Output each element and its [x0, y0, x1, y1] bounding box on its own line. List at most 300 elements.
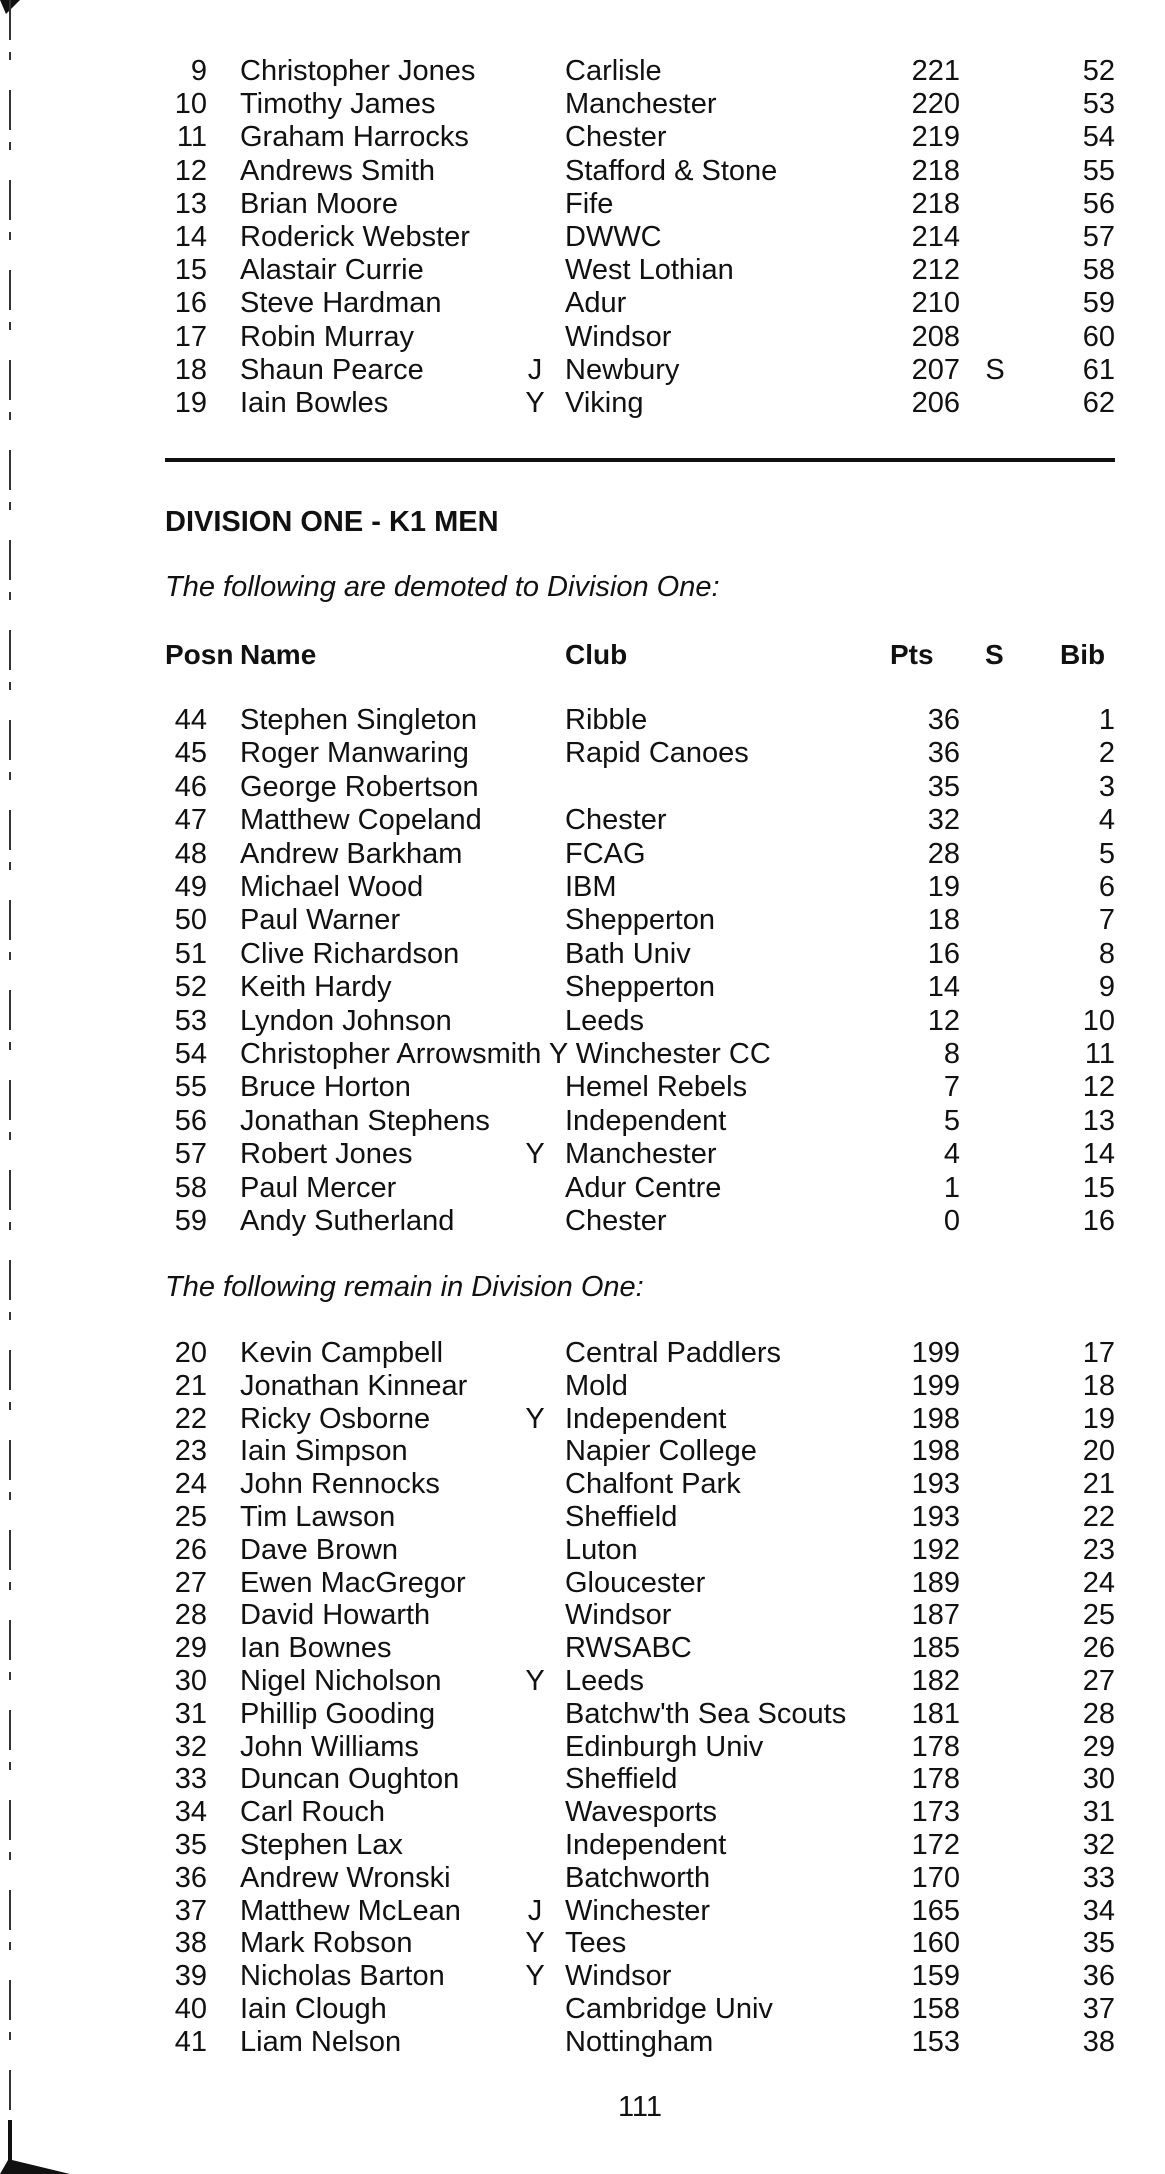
bib-cell: 26 — [1082, 1632, 1115, 1665]
club-cell: West Lothian — [565, 254, 734, 287]
bib-cell: 31 — [1082, 1796, 1115, 1829]
bib-cell: 55 — [1082, 154, 1115, 187]
club-cell: Hemel Rebels — [565, 1071, 748, 1104]
club-cell: Sheffield — [565, 1501, 678, 1533]
name-cell: Clive Richardson — [240, 937, 460, 970]
club-cell: Mold — [565, 1369, 628, 1402]
club-cell: Gloucester — [565, 1566, 706, 1599]
name-cell: Iain Simpson — [240, 1435, 408, 1468]
name-cell: John Williams — [240, 1730, 419, 1763]
name-cell: Stephen Singleton — [240, 704, 478, 736]
table-row — [165, 1402, 1115, 1436]
club-cell: Adur Centre — [565, 1171, 722, 1204]
bib-cell: 62 — [1082, 387, 1115, 419]
name-cell: Ewen MacGregor — [240, 1566, 466, 1599]
flag-cell: Y — [525, 1402, 545, 1435]
posn-cell: 57 — [174, 1138, 207, 1171]
bib-cell: 58 — [1082, 254, 1115, 287]
bib-cell: 7 — [1098, 904, 1115, 937]
column-header — [165, 638, 1115, 672]
posn-cell: 29 — [174, 1632, 207, 1665]
name-cell: Bruce Horton — [240, 1071, 411, 1104]
bib-cell: 9 — [1098, 971, 1115, 1004]
pts-cell: 220 — [911, 88, 960, 121]
table-row — [165, 1598, 1115, 1632]
posn-cell: 24 — [174, 1468, 207, 1501]
name-cell: Roger Manwaring — [240, 737, 469, 770]
table-row — [165, 1730, 1115, 1764]
club-cell: Winchester — [565, 1894, 711, 1927]
bib-cell: 8 — [1098, 937, 1115, 970]
bib-cell: 52 — [1082, 55, 1115, 87]
table-row — [165, 1104, 1115, 1138]
club-cell: Bath Univ — [565, 937, 691, 970]
pts-cell: 198 — [911, 1435, 960, 1468]
bib-cell: 16 — [1082, 1205, 1115, 1237]
table-row — [165, 1171, 1115, 1205]
table-row — [165, 1894, 1115, 1928]
bib-cell: 25 — [1082, 1599, 1115, 1632]
table-row — [165, 1566, 1115, 1600]
posn-cell: 21 — [174, 1369, 207, 1402]
club-cell: Windsor — [565, 1960, 672, 1993]
table-row — [165, 1137, 1115, 1171]
bib-cell: 57 — [1082, 221, 1115, 253]
bib-cell: 21 — [1082, 1468, 1115, 1501]
pts-cell: 32 — [927, 804, 960, 837]
pts-cell: 7 — [943, 1071, 960, 1104]
table-row — [165, 703, 1115, 737]
posn-cell: 19 — [174, 387, 207, 419]
posn-cell: 56 — [174, 1104, 207, 1137]
bib-cell: 2 — [1098, 737, 1115, 770]
bib-cell: 23 — [1082, 1533, 1115, 1566]
name-cell: Carl Rouch — [240, 1796, 386, 1829]
header-bib: Bib — [1060, 639, 1106, 670]
bib-cell: 59 — [1082, 287, 1115, 320]
bib-cell: 34 — [1082, 1894, 1115, 1927]
bib-cell: 22 — [1082, 1501, 1115, 1533]
posn-cell: 20 — [174, 1337, 207, 1369]
club-cell: Luton — [565, 1533, 638, 1566]
pts-cell: 172 — [911, 1829, 960, 1861]
posn-cell: 11 — [176, 121, 207, 154]
table-row — [165, 837, 1115, 871]
bib-cell: 6 — [1098, 871, 1115, 903]
posn-cell: 40 — [174, 1993, 207, 2025]
name-cell: Iain Clough — [240, 1993, 387, 2025]
name-cell: Andrew Wronski — [240, 1861, 451, 1894]
name-cell: Keith Hardy — [240, 971, 392, 1004]
bib-cell: 5 — [1098, 837, 1115, 870]
table-row — [165, 1467, 1115, 1501]
club-cell: Wavesports — [565, 1796, 718, 1829]
club-cell: Manchester — [565, 1138, 717, 1171]
posn-cell: 23 — [174, 1435, 207, 1468]
pts-cell: 165 — [911, 1894, 960, 1927]
table-row — [165, 870, 1115, 904]
name-cell: Brian Moore — [240, 187, 398, 220]
name-cell: Nicholas Barton — [240, 1960, 445, 1993]
name-cell: Matthew McLean — [240, 1894, 461, 1927]
club-cell: Viking — [565, 387, 644, 419]
bib-cell: 14 — [1082, 1138, 1115, 1171]
binding-spine-line — [8, 0, 12, 2174]
table-row — [165, 1762, 1115, 1796]
table-row — [165, 970, 1115, 1004]
bib-cell: 60 — [1082, 320, 1115, 353]
posn-cell: 10 — [174, 88, 207, 121]
table-row — [165, 320, 1115, 354]
pts-cell: 221 — [911, 55, 960, 87]
bib-cell: 20 — [1082, 1435, 1115, 1468]
bib-cell: 61 — [1082, 353, 1115, 386]
club-cell: Napier College — [565, 1435, 757, 1468]
table-row — [165, 220, 1115, 254]
name-cell: Duncan Oughton — [240, 1763, 460, 1796]
name-cell: Timothy James — [240, 88, 436, 121]
table-row — [165, 2025, 1115, 2059]
pts-cell: 36 — [927, 704, 960, 736]
club-cell: Stafford & Stone — [565, 154, 778, 187]
table-row — [165, 1926, 1115, 1960]
table-row — [165, 1070, 1115, 1104]
club-cell: Chester — [565, 1205, 667, 1237]
club-cell: DWWC — [565, 221, 662, 253]
posn-cell: 55 — [174, 1071, 207, 1104]
flag-cell: Y — [525, 1960, 545, 1993]
posn-cell: 22 — [174, 1402, 207, 1435]
club-cell: Rapid Canoes — [565, 737, 749, 770]
posn-cell: 30 — [174, 1665, 207, 1697]
s-cell: S — [985, 353, 1005, 386]
posn-cell: 47 — [174, 804, 207, 837]
name-cell: Lyndon Johnson — [240, 1004, 452, 1037]
name-cell: Liam Nelson — [240, 2025, 402, 2058]
name-cell: Phillip Gooding — [240, 1697, 436, 1730]
pts-cell: 208 — [911, 320, 960, 353]
table-row — [165, 1697, 1115, 1731]
name-cell: Andy Sutherland — [240, 1205, 455, 1237]
name-cell: Ricky Osborne — [240, 1402, 431, 1435]
bib-cell: 54 — [1082, 121, 1115, 154]
pts-cell: 153 — [911, 2025, 960, 2058]
pts-cell: 206 — [911, 387, 960, 419]
name-cell: David Howarth — [240, 1599, 431, 1632]
pts-cell: 14 — [927, 971, 960, 1004]
club-cell: Windsor — [565, 1599, 672, 1632]
club-cell: Independent — [565, 1402, 727, 1435]
posn-cell: 54 — [174, 1038, 207, 1070]
table-row — [165, 1004, 1115, 1038]
posn-cell: 26 — [174, 1533, 207, 1566]
club-cell: Windsor — [565, 320, 672, 353]
club-cell: Fife — [565, 187, 614, 220]
binding-bottom-mark — [0, 2120, 70, 2174]
table-row — [165, 803, 1115, 837]
name-cell: Alastair Currie — [240, 254, 424, 287]
pts-cell: 18 — [927, 904, 960, 937]
name-cell: Tim Lawson — [240, 1501, 396, 1533]
club-cell: Independent — [565, 1104, 727, 1137]
club-cell: Leeds — [565, 1004, 645, 1037]
bib-cell: 4 — [1098, 804, 1115, 837]
name-cell: Jonathan Stephens — [240, 1104, 490, 1137]
posn-cell: 44 — [174, 704, 207, 736]
pts-cell: 199 — [911, 1337, 960, 1369]
pts-cell: 28 — [927, 837, 960, 870]
posn-cell: 51 — [174, 937, 207, 970]
name-cell: Shaun Pearce — [240, 353, 424, 386]
table-row — [165, 154, 1115, 188]
bib-cell: 38 — [1082, 2025, 1115, 2058]
pts-cell: 12 — [927, 1004, 960, 1037]
club-cell: Manchester — [565, 88, 717, 121]
name-cell: Paul Mercer — [240, 1171, 397, 1204]
table-row — [165, 286, 1115, 320]
bib-cell: 28 — [1082, 1697, 1115, 1730]
pts-cell: 8 — [943, 1038, 960, 1070]
table-row — [165, 1037, 1115, 1071]
table-row — [165, 1434, 1115, 1468]
posn-cell: 16 — [174, 287, 207, 320]
table-row — [165, 1336, 1115, 1370]
bib-cell: 13 — [1082, 1104, 1115, 1137]
name-cell: Steve Hardman — [240, 287, 442, 320]
posn-cell: 37 — [174, 1894, 207, 1927]
club-cell: Carlisle — [565, 55, 662, 87]
table-row — [165, 1861, 1115, 1895]
pts-cell: 35 — [927, 770, 960, 803]
posn-cell: 48 — [174, 837, 207, 870]
table-row — [165, 187, 1115, 221]
name-cell: Michael Wood — [240, 871, 424, 903]
club-cell: Chester — [565, 804, 667, 837]
name-cell: John Rennocks — [240, 1468, 440, 1501]
bib-cell: 24 — [1082, 1566, 1115, 1599]
club-cell: FCAG — [565, 837, 646, 870]
table-row — [165, 903, 1115, 937]
club-cell: Chester — [565, 121, 667, 154]
posn-cell: 52 — [174, 971, 207, 1004]
club-cell: Sheffield — [565, 1763, 678, 1796]
posn-cell: 59 — [174, 1205, 207, 1237]
bib-cell: 12 — [1082, 1071, 1115, 1104]
name-cell: Iain Bowles — [240, 387, 389, 419]
pts-cell: 16 — [927, 937, 960, 970]
table-row — [165, 937, 1115, 971]
table-row — [165, 1992, 1115, 2026]
table-row — [165, 1631, 1115, 1665]
bib-cell: 30 — [1082, 1763, 1115, 1796]
page-number: 111 — [617, 2091, 663, 2123]
pts-cell: 159 — [911, 1960, 960, 1993]
name-cell: Robin Murray — [240, 320, 415, 353]
table-row — [165, 1204, 1115, 1238]
name-cell: Robert Jones — [240, 1138, 413, 1171]
name-cell: Kevin Campbell — [240, 1337, 444, 1369]
bib-cell: 56 — [1082, 187, 1115, 220]
posn-cell: 12 — [174, 154, 207, 187]
demoted-note: The following are demoted to Division One: — [165, 571, 720, 603]
table-row — [165, 1959, 1115, 1993]
table-row — [165, 353, 1115, 387]
club-cell: Independent — [565, 1829, 727, 1861]
table-row — [165, 1500, 1115, 1534]
posn-cell: 45 — [174, 737, 207, 770]
table-row — [165, 1795, 1115, 1829]
name-cell: Jonathan Kinnear — [240, 1369, 468, 1402]
club-cell: Chalfont Park — [565, 1468, 741, 1501]
pts-cell: 198 — [911, 1402, 960, 1435]
pts-cell: 219 — [911, 121, 960, 154]
club-cell: Nottingham — [565, 2025, 714, 2058]
posn-cell: 32 — [174, 1730, 207, 1763]
posn-cell: 36 — [174, 1861, 207, 1894]
name-cell: Paul Warner — [240, 904, 401, 937]
pts-cell: 181 — [911, 1697, 960, 1730]
name-cell: Roderick Webster — [240, 221, 470, 253]
posn-cell: 41 — [174, 2025, 207, 2058]
table-row — [165, 386, 1115, 420]
posn-cell: 39 — [174, 1960, 207, 1993]
pts-cell: 218 — [911, 187, 960, 220]
bib-cell: 3 — [1098, 770, 1115, 803]
name-cell: Dave Brown — [240, 1533, 398, 1566]
posn-cell: 28 — [174, 1599, 207, 1632]
pts-cell: 5 — [943, 1104, 960, 1137]
pts-cell: 178 — [911, 1730, 960, 1763]
name-cell: Stephen Lax — [240, 1829, 403, 1861]
table-row — [165, 54, 1115, 88]
bib-cell: 29 — [1082, 1730, 1115, 1763]
name-cell: Andrews Smith — [240, 154, 436, 187]
club-cell: Leeds — [565, 1665, 645, 1697]
pts-cell: 158 — [911, 1993, 960, 2025]
table-row — [165, 736, 1115, 770]
pts-cell: 193 — [911, 1501, 960, 1533]
club-cell: Ribble — [565, 704, 648, 736]
pts-cell: 4 — [943, 1138, 960, 1171]
pts-cell: 1 — [943, 1171, 960, 1204]
posn-cell: 14 — [174, 221, 207, 253]
posn-cell: 34 — [174, 1796, 207, 1829]
name-cell: Ian Bownes — [240, 1632, 392, 1665]
posn-cell: 25 — [174, 1501, 207, 1533]
header-s: S — [985, 639, 1004, 670]
posn-cell: 27 — [174, 1566, 207, 1599]
posn-cell: 18 — [174, 353, 207, 386]
bib-cell: 10 — [1082, 1004, 1115, 1037]
bib-cell: 32 — [1082, 1829, 1115, 1861]
pts-cell: 0 — [943, 1205, 960, 1237]
posn-cell: 9 — [190, 55, 207, 87]
club-cell: IBM — [565, 871, 617, 903]
posn-cell: 31 — [174, 1697, 207, 1730]
pts-cell: 19 — [927, 871, 960, 903]
header-pts: Pts — [890, 639, 934, 670]
bib-cell: 27 — [1082, 1665, 1115, 1697]
posn-cell: 50 — [174, 904, 207, 937]
name-cell: Andrew Barkham — [240, 837, 463, 870]
pts-cell: 160 — [911, 1927, 960, 1960]
pts-cell: 192 — [911, 1533, 960, 1566]
name-cell: Christopher Jones — [240, 55, 476, 87]
posn-cell: 46 — [174, 770, 207, 803]
pts-cell: 210 — [911, 287, 960, 320]
club-cell: Newbury — [565, 353, 680, 386]
posn-cell: 33 — [174, 1763, 207, 1796]
club-cell: Edinburgh Univ — [565, 1730, 764, 1763]
table-row — [165, 1828, 1115, 1862]
bib-cell: 33 — [1082, 1861, 1115, 1894]
posn-cell: 35 — [174, 1829, 207, 1861]
pts-cell: 207 — [911, 353, 960, 386]
posn-cell: 17 — [174, 320, 207, 353]
header-name: Name — [240, 639, 317, 670]
pts-cell: 193 — [911, 1468, 960, 1501]
flag-cell: Y — [525, 1927, 545, 1960]
posn-cell: 15 — [174, 254, 207, 287]
pts-cell: 218 — [911, 154, 960, 187]
name-cell: Graham Harrocks — [240, 121, 469, 154]
remain-note: The following remain in Division One: — [165, 1271, 644, 1303]
club-cell: Shepperton — [565, 971, 715, 1004]
flag-cell: J — [527, 1894, 543, 1927]
flag-cell: Y — [525, 1138, 545, 1171]
posn-cell: 38 — [174, 1927, 207, 1960]
pts-cell: 189 — [911, 1566, 960, 1599]
posn-cell: 13 — [174, 187, 207, 220]
club-cell: Tees — [565, 1927, 627, 1960]
posn-cell: 58 — [174, 1171, 207, 1204]
club-cell: Central Paddlers — [565, 1337, 781, 1369]
flag-cell: Y — [525, 1665, 545, 1697]
name-cell: Nigel Nicholson — [240, 1665, 442, 1697]
bib-cell: 19 — [1082, 1402, 1115, 1435]
table-row — [165, 1369, 1115, 1403]
flag-cell: J — [527, 353, 543, 386]
pts-cell: 173 — [911, 1796, 960, 1829]
pts-cell: 170 — [911, 1861, 960, 1894]
bib-cell: 18 — [1082, 1369, 1115, 1402]
division-heading: DIVISION ONE - K1 MEN — [165, 506, 499, 538]
bib-cell: 11 — [1084, 1038, 1115, 1070]
pts-cell: 214 — [911, 221, 960, 253]
club-cell: Cambridge Univ — [565, 1993, 773, 2025]
table-row — [165, 87, 1115, 121]
table-row — [165, 770, 1115, 804]
club-cell: Shepperton — [565, 904, 715, 937]
pts-cell: 199 — [911, 1369, 960, 1402]
pts-cell: 187 — [911, 1599, 960, 1632]
bib-cell: 35 — [1082, 1927, 1115, 1960]
posn-cell: 53 — [174, 1004, 207, 1037]
club-cell: RWSABC — [565, 1632, 692, 1665]
pts-cell: 178 — [911, 1763, 960, 1796]
pts-cell: 185 — [911, 1632, 960, 1665]
name-cell: George Robertson — [240, 770, 479, 803]
flag-cell: Y — [525, 387, 545, 419]
bib-cell: 1 — [1098, 704, 1115, 736]
pts-cell: 36 — [927, 737, 960, 770]
club-cell: Batchw'th Sea Scouts — [565, 1697, 847, 1730]
header-club: Club — [565, 639, 628, 670]
name-cell: Mark Robson — [240, 1927, 413, 1960]
bib-cell: 36 — [1082, 1960, 1115, 1993]
table-row — [165, 1664, 1115, 1698]
pts-cell: 182 — [911, 1665, 960, 1697]
